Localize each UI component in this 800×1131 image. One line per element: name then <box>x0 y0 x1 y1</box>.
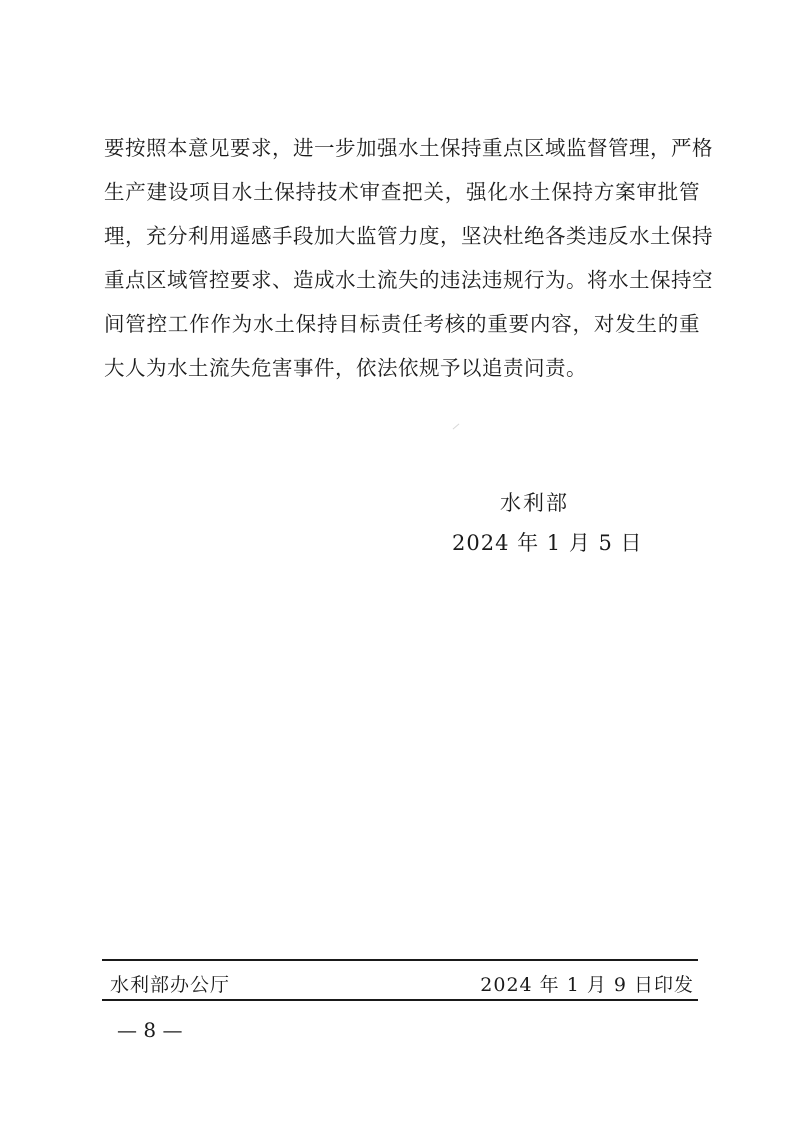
body-line: 重点区域管控要求、造成水土流失的违法违规行为。将水土保持空 <box>104 268 713 292</box>
body-line: 要按照本意见要求，进一步加强水土保持重点区域监督管理，严格 <box>104 136 713 160</box>
scan-speck <box>453 424 460 430</box>
body-line: 间管控工作作为水土保持目标责任考核的重要内容，对发生的重 <box>104 312 700 336</box>
footer-top-rule <box>102 959 698 961</box>
body-text <box>104 136 713 402</box>
page-number: — 8 — <box>117 1018 183 1042</box>
footer-issued-date: 2024 年 1 月 9 日印发 <box>480 974 694 996</box>
body-line: 大人为水土流失危害事件，依法依规予以追责问责。 <box>104 356 587 380</box>
footer-bottom-rule <box>102 999 698 1001</box>
signature-organization: 水利部 <box>500 491 569 515</box>
footer-issuer: 水利部办公厅 <box>110 974 231 996</box>
body-line: 生产建设项目水土保持技术审查把关，强化水土保持方案审批管 <box>104 180 700 204</box>
signature-date: 2024 年 1 月 5 日 <box>452 531 643 555</box>
body-line: 理，充分利用遥感手段加大监管力度，坚决杜绝各类违反水土保持 <box>104 224 713 248</box>
